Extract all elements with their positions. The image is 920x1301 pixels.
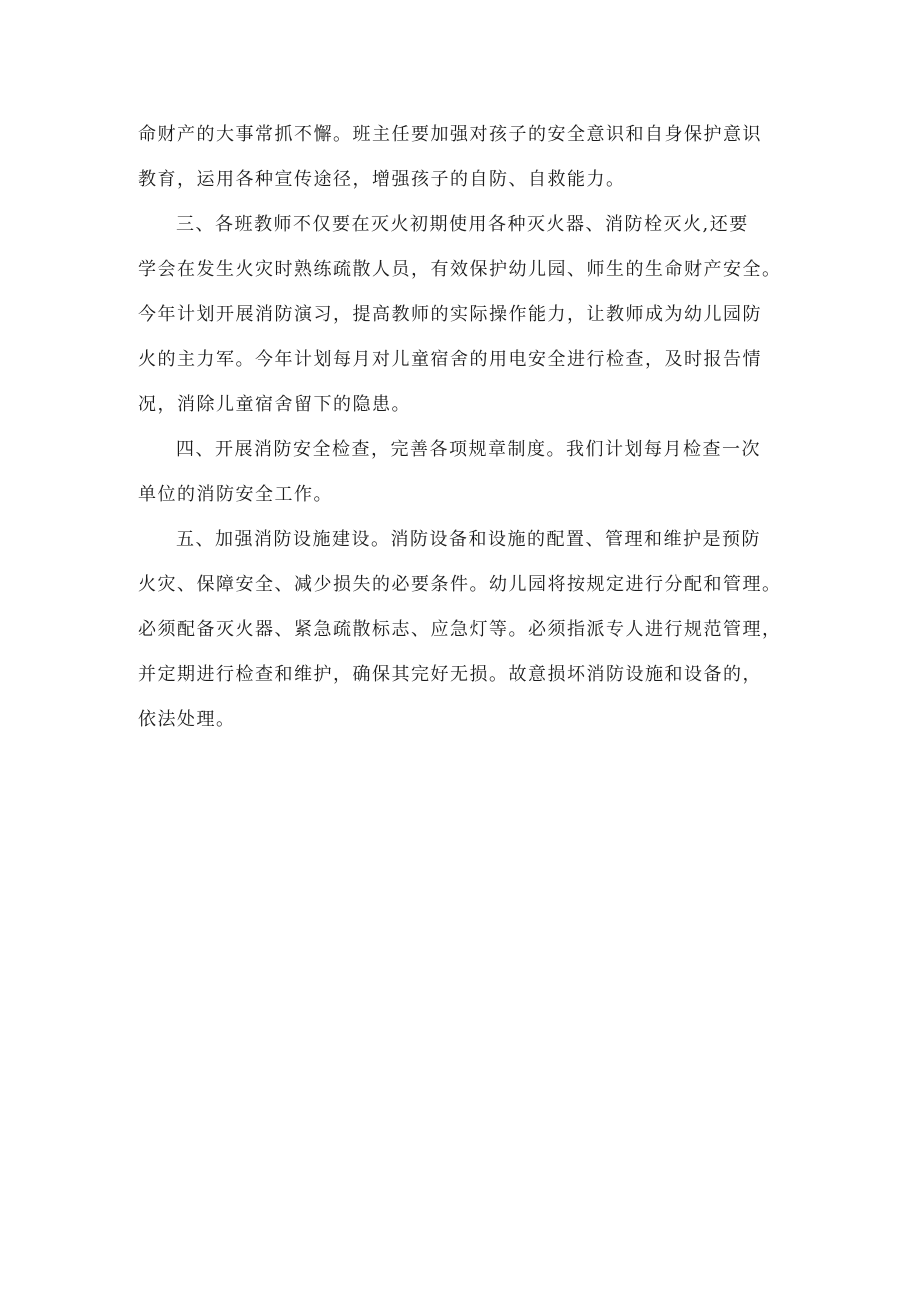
paragraph-line: 三、各班教师不仅要在灭火初期使用各种灭火器、消防栓灭火,还要 bbox=[176, 214, 749, 235]
paragraph-1 bbox=[138, 122, 788, 193]
document-body bbox=[138, 122, 788, 733]
paragraph-line: 四、开展消防安全检查，完善各项规章制度。我们计划每月检查一次 bbox=[176, 439, 761, 460]
paragraph-line: 必须配备灭火器、紧急疏散标志、应急灯等。必须指派专人进行规范管理， bbox=[138, 619, 782, 640]
paragraph-line: 单位的消防安全工作。 bbox=[138, 484, 333, 505]
paragraph-line: 学会在发生火灾时熟练疏散人员，有效保护幼儿园、师生的生命财产安全。 bbox=[138, 259, 782, 280]
paragraph-2 bbox=[138, 212, 788, 418]
paragraph-line: 依法处理。 bbox=[138, 709, 236, 730]
paragraph-3 bbox=[138, 437, 788, 508]
paragraph-line: 五、加强消防设施建设。消防设备和设施的配置、管理和维护是预防 bbox=[176, 529, 761, 550]
paragraph-line: 况，消除儿童宿舍留下的隐患。 bbox=[138, 394, 411, 415]
paragraph-line: 并定期进行检查和维护，确保其完好无损。故意损坏消防设施和设备的， bbox=[138, 664, 762, 685]
paragraph-line: 教育，运用各种宣传途径，增强孩子的自防、自救能力。 bbox=[138, 169, 626, 190]
paragraph-line: 今年计划开展消防演习，提高教师的实际操作能力，让教师成为幼儿园防 bbox=[138, 304, 762, 325]
paragraph-line: 火的主力军。今年计划每月对儿童宿舍的用电安全进行检查，及时报告情 bbox=[138, 349, 762, 370]
paragraph-line: 命财产的大事常抓不懈。班主任要加强对孩子的安全意识和自身保护意识 bbox=[138, 124, 762, 145]
paragraph-line: 火灾、保障安全、减少损失的必要条件。幼儿园将按规定进行分配和管理。 bbox=[138, 574, 782, 595]
paragraph-4 bbox=[138, 527, 788, 733]
